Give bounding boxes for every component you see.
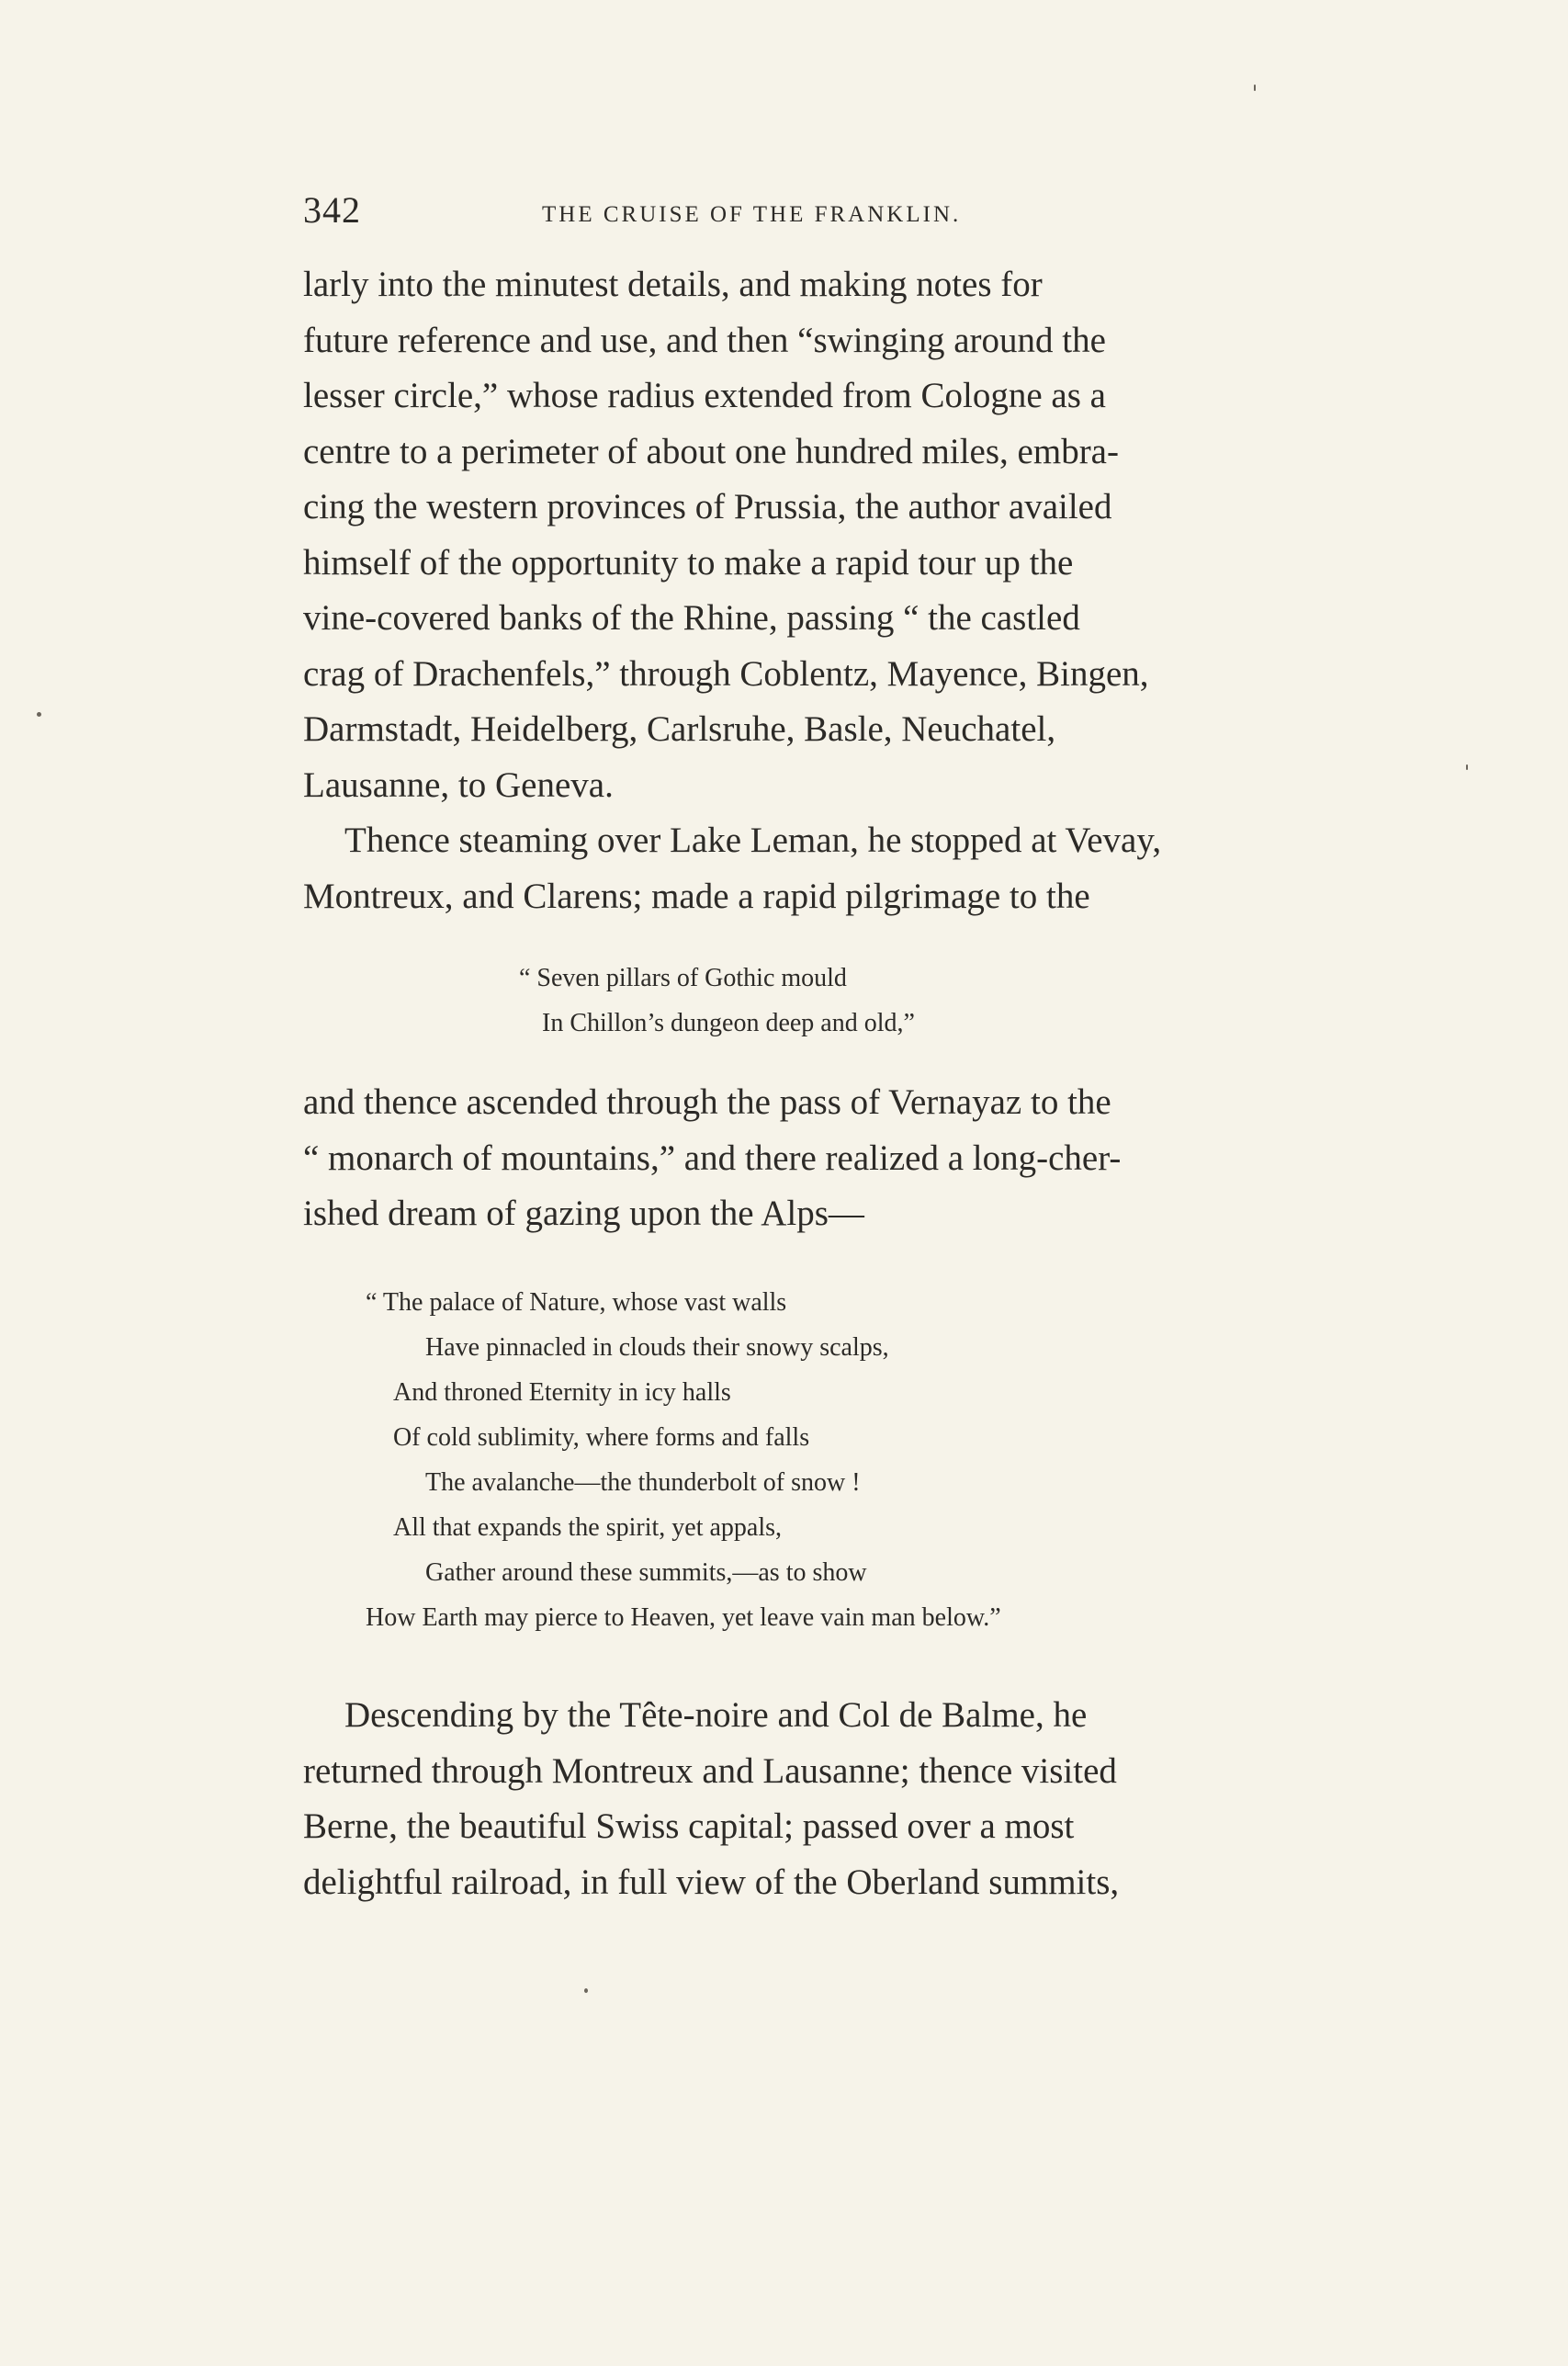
verse-line: In Chillon’s dungeon deep and old,” <box>542 1009 915 1037</box>
text-line: ished dream of gazing upon the Alps— <box>303 1194 864 1233</box>
text-line: delightful railroad, in full view of the Oberland summits, <box>303 1862 1120 1902</box>
verse-quote-alps <box>366 1280 1001 1640</box>
text-line: centre to a perimeter of about one hundred miles, embra- <box>303 431 1119 471</box>
text-line: Berne, the beautiful Swiss capital; passed over a most <box>303 1806 1075 1846</box>
text-line: Darmstadt, Heidelberg, Carlsruhe, Basle, Neuchatel, <box>303 709 1056 749</box>
page-header <box>303 188 1277 243</box>
paper-speck <box>1254 85 1256 91</box>
page-number: 342 <box>303 189 361 231</box>
paragraph-3 <box>303 1075 1277 1242</box>
paragraph-1 <box>303 257 1277 924</box>
text-line: future reference and use, and then “swinging around the <box>303 320 1106 360</box>
text-line: and thence ascended through the pass of Vernayaz to the <box>303 1082 1111 1122</box>
text-line: Lausanne, to Geneva. <box>303 764 614 805</box>
text-line: returned through Montreux and Lausanne; thence visited <box>303 1750 1117 1791</box>
verse-line: How Earth may pierce to Heaven, yet leave vain man below.” <box>366 1603 1001 1632</box>
text-line: vine-covered banks of the Rhine, passing “ the castled <box>303 598 1080 638</box>
text-line: “ monarch of mountains,” and there realized a long-cher- <box>303 1138 1122 1178</box>
text-line: Thence steaming over Lake Leman, he stopped at Vevay, <box>344 821 1162 860</box>
verse-line: “ The palace of Nature, whose vast walls <box>366 1288 787 1317</box>
text-line: larly into the minutest details, and making notes for <box>303 265 1043 304</box>
running-title: THE CRUISE OF THE FRANKLIN. <box>542 202 962 227</box>
text-line: crag of Drachenfels,” through Coblentz, Mayence, Bingen, <box>303 653 1149 694</box>
text-line: Descending by the Tête-noire and Col de Balme, he <box>344 1695 1088 1735</box>
text-line: cing the western provinces of Prussia, the author availed <box>303 487 1112 526</box>
text-line: Montreux, and Clarens; made a rapid pilgrimage to the <box>303 876 1090 916</box>
verse-line: The avalanche—the thunderbolt of snow ! <box>425 1468 861 1497</box>
paper-speck <box>37 712 41 717</box>
paragraph-4 <box>303 1688 1277 1910</box>
paper-speck <box>584 1988 588 1993</box>
verse-quote-chillon <box>519 956 915 1046</box>
verse-line: All that expands the spirit, yet appals, <box>393 1513 783 1542</box>
text-line: himself of the opportunity to make a rapid tour up the <box>303 542 1074 583</box>
text-line: lesser circle,” whose radius extended from Cologne as a <box>303 376 1106 415</box>
paper-speck <box>1466 764 1468 770</box>
verse-line: “ Seven pillars of Gothic mould <box>519 964 847 992</box>
verse-line: Have pinnacled in clouds their snowy scalps, <box>425 1333 889 1362</box>
verse-line: And throned Eternity in icy halls <box>393 1378 731 1407</box>
verse-line: Of cold sublimity, where forms and falls <box>393 1423 810 1452</box>
verse-line: Gather around these summits,—as to show <box>425 1558 867 1587</box>
